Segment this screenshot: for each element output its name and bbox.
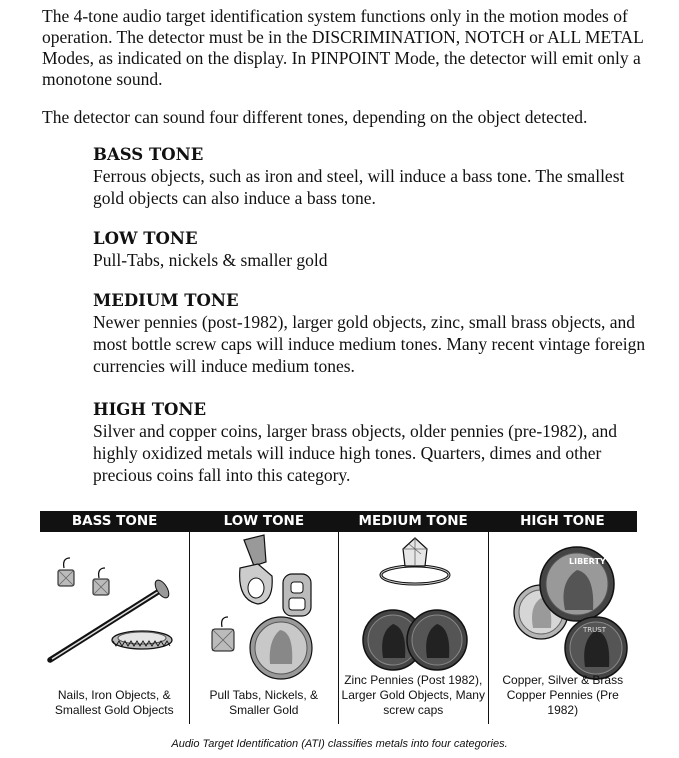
liberty-coin-icon	[540, 547, 614, 621]
figure-body	[40, 532, 637, 724]
figure-header-bass: BASS TONE	[71, 513, 158, 529]
bass-tone-caption: Nails, Iron Objects, & Smallest Gold Objects	[54, 688, 174, 717]
medium-tone-caption: Zinc Pennies (Post 1982), Larger Gold Objects, Many screw caps	[341, 673, 485, 717]
medium-tone-description: Newer pennies (post-1982), larger gold objects, zinc, small brass objects, and most bottle screw caps will induce medium tones. Many recent vintage foreign currencies will induce medium tones.	[93, 312, 646, 376]
low-tone-heading: LOW TONE	[93, 229, 198, 248]
pull-tab-and-nickel-illustration	[190, 532, 339, 682]
high-tone-panel	[489, 532, 638, 724]
nail-and-earrings-illustration	[40, 532, 189, 682]
coin-lettering-liberty: LIBERTY	[568, 557, 606, 566]
medium-tone-heading: MEDIUM TONE	[93, 291, 239, 310]
gold-earring-icon	[58, 558, 74, 586]
low-tone-section	[93, 228, 653, 271]
figure-caption: Audio Target Identification (ATI) classifies metals into four categories.	[171, 738, 508, 750]
penny-coin-icon	[565, 617, 627, 679]
bass-tone-description: Ferrous objects, such as iron and steel, will induce a bass tone. The smallest gold objects can also induce a bass tone.	[93, 166, 625, 208]
bass-tone-heading: BASS TONE	[93, 145, 204, 164]
tones-lead-sentence: The detector can sound four different tones, depending on the object detected.	[42, 107, 588, 127]
high-tone-section	[93, 399, 653, 486]
bottle-cap-icon	[112, 631, 172, 649]
figure-header-medium: MEDIUM TONE	[358, 513, 468, 529]
intro-paragraph: The 4-tone audio target identification system functions only in the motion modes of operation. The detector must be in the DISCRIMINATION, NOTCH or ALL METAL Modes, as indicated on the display. In PINPOINT Mode, the detector will emit only a monotone sound.	[42, 6, 644, 89]
ring-tab-icon	[283, 574, 311, 616]
coin-lettering-trust: TRUST	[582, 626, 606, 634]
gold-ring-icon	[381, 538, 449, 584]
bass-tone-panel	[40, 532, 190, 724]
ati-figure	[40, 511, 637, 724]
medium-tone-panel	[339, 532, 489, 724]
silver-and-copper-coins-illustration	[489, 532, 638, 682]
bass-tone-section	[93, 144, 653, 209]
ring-and-pennies-illustration	[339, 532, 488, 682]
high-tone-heading: HIGH TONE	[93, 400, 207, 419]
gold-earring-icon	[212, 617, 234, 651]
gold-earring-icon	[93, 568, 109, 595]
penny-coin-icon	[407, 610, 467, 670]
medium-tone-section	[93, 290, 653, 377]
nickel-coin-icon	[250, 617, 312, 679]
low-tone-description: Pull-Tabs, nickels & smaller gold	[93, 250, 328, 270]
pull-tab-icon	[239, 535, 272, 604]
high-tone-caption: Copper, Silver & Brass Copper Pennies (Pre 1982)	[502, 673, 624, 717]
figure-header-bar	[40, 511, 637, 532]
figure-header-low: LOW TONE	[223, 513, 305, 529]
low-tone-panel	[190, 532, 340, 724]
low-tone-caption: Pull Tabs, Nickels, & Smaller Gold	[209, 688, 318, 717]
high-tone-description: Silver and copper coins, larger brass objects, older pennies (pre-1982), and highly oxidized metals will induce high tones. Quarters, dimes and other precious coins fall into this category.	[93, 421, 618, 485]
figure-header-high: HIGH TONE	[520, 513, 605, 529]
